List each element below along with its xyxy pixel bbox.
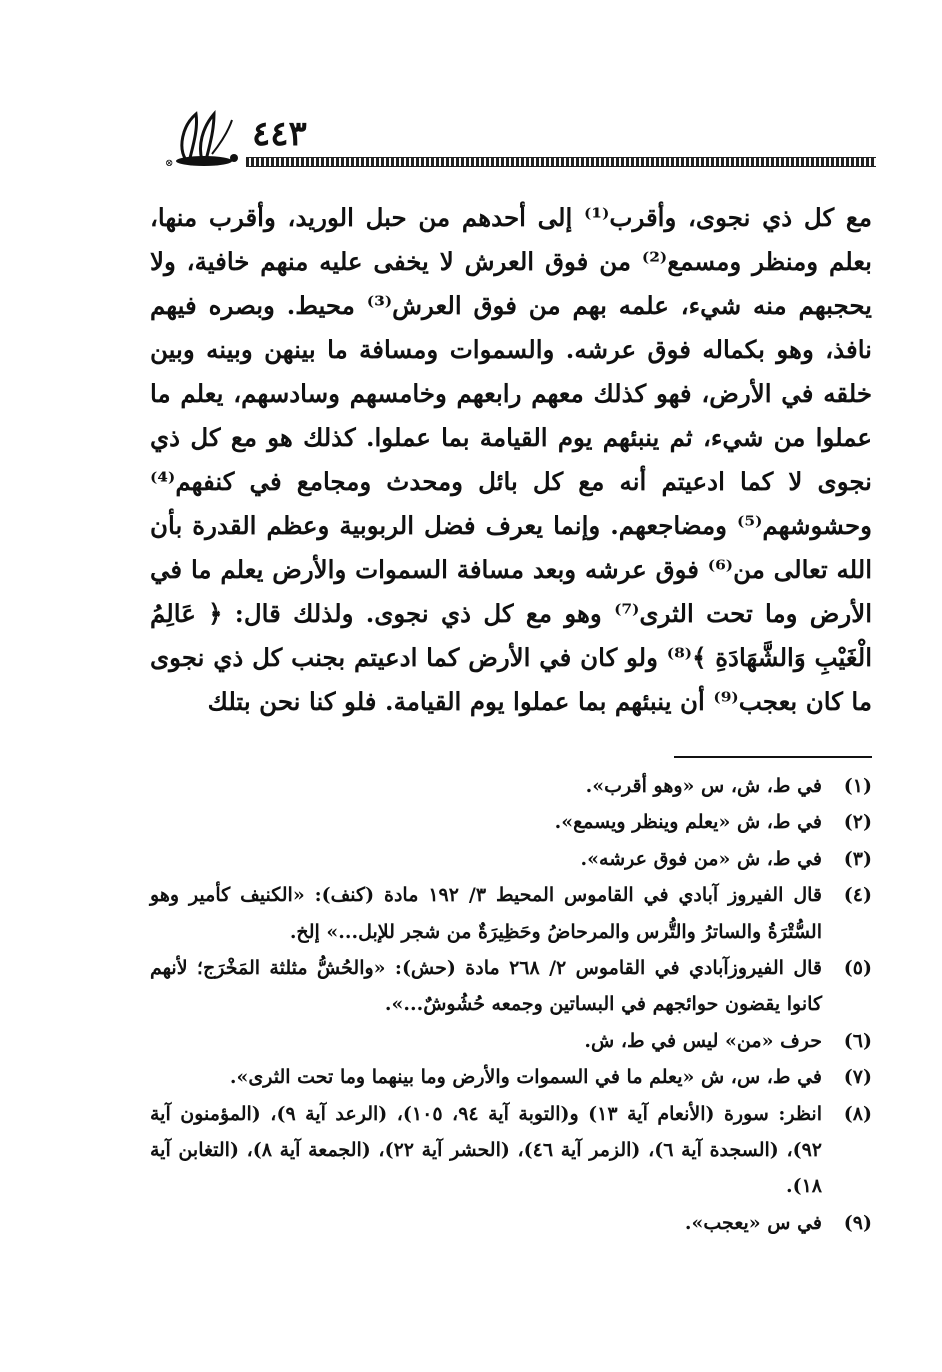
footnote-item xyxy=(150,1205,872,1241)
footnote-number: (٣) xyxy=(843,847,872,870)
footnote-item xyxy=(150,768,872,804)
footnote-item xyxy=(150,841,872,877)
footnote-number: (٩) xyxy=(843,1211,872,1234)
footnote-text: في ط، س، ش «يعلم ما في السموات والأرض وما بينهما وما تحت الثرى». xyxy=(229,1066,822,1089)
footnote-item xyxy=(150,877,872,950)
footnote-item xyxy=(150,1059,872,1095)
footnote-number: (٦) xyxy=(843,1029,872,1052)
footnote-text: في ط، ش، س «وهو أقرب». xyxy=(585,775,822,797)
footnote-text: في س «يعجب». xyxy=(684,1211,822,1234)
footnote-item xyxy=(150,950,872,1023)
footnote-text: انظر: سورة (الأنعام آية ١٣) و(التوبة آية ٩٤، ١٠٥)، (الرعد آية ٩)، (المؤمنون آية ٩٢)، (السجدة آية ٦)، (الزمر آية ٤٦)، (الحشر آية ٢٢)، (الجمعة آية ٨)، (التغابن آية ١٨). xyxy=(150,1102,823,1198)
footnote-number: (١) xyxy=(843,775,872,797)
footnote-item xyxy=(150,804,872,840)
footnote-item xyxy=(150,1023,872,1059)
footnote-text: في ط، ش «من فوق عرشه». xyxy=(580,847,822,870)
footnotes xyxy=(150,768,872,1241)
footnote-text: حرف «من» ليس في ط، ش. xyxy=(584,1029,822,1052)
main-paragraph: مع كل ذي نجوى، وأقرب⁽¹⁾ إلى أحدهم من حبل الوريد، وأقرب منها، بعلم ومنظر ومسمع⁽²⁾ من فوق العرش لا يخفى عليه منهم خافية، ولا يحجبهم منه شيء، علمه بهم من فوق العرش⁽³⁾ محيط. وبصره فيهم نافذ، وهو بكماله فوق عرشه. والسموات ومسافة ما بينهن وبينه وبين خلقه في الأرض، فهو كذلك معهم رابعهم وخامسهم وسادسهم، يعلم ما عملوا من شيء، ثم ينبئهم يوم القيامة بما عملوا. كذلك هو مع كل ذي نجوى لا كما ادعيتم أنه مع كل بائل ومحدث ومجامع في كنفهم⁽⁴⁾ وحشوشهم⁽⁵⁾ ومضاجعهم. وإنما يعرف فضل الربوبية وعظم القدرة بأن الله تعالى من⁽⁶⁾ فوق عرشه وبعد مسافة السموات والأرض يعلم ما في الأرض وما تحت الثرى⁽⁷⁾ وهو مع كل ذي نجوى. ولذلك قال: ﴿ عَالِمُ الْغَيْبِ وَالشَّهَادَةِ ﴾⁽⁸⁾ ولو كان في الأرض كما ادعيتم بجنب كل ذي نجوى ما كان بعجب⁽⁹⁾ أن ينبئهم بما عملوا يوم القيامة. فلو كنا نحن بتلك xyxy=(150,203,873,716)
footnote-number: (٧) xyxy=(843,1066,872,1089)
page-number: ٤٤٣ xyxy=(252,114,307,154)
footnote-text: في ط، ش «يعلم وينظر ويسمع». xyxy=(554,811,822,834)
footnote-text: قال الفيروزآبادي في القاموس ٢/ ٢٦٨ مادة (حش): «والحُشُّ مثلثة المَخْرَج؛ لأنهم كانوا يقضون حوائجهم في البساتين وجمعه حُشُوشٌ...». xyxy=(150,957,823,1016)
page-header xyxy=(0,0,942,175)
rule-end-mark: ⊗ xyxy=(165,158,174,169)
main-text xyxy=(150,196,872,724)
footnote-number: (٨) xyxy=(843,1102,872,1125)
quill-ornament-icon xyxy=(168,108,240,168)
footnote-separator xyxy=(674,756,872,758)
footnote-text: قال الفيروز آبادي في القاموس المحيط ٣/ ١٩٢ مادة (كنف): «الكنيف كأمير وهو السُّتْرَةُ والساترُ والتُّرس والمرحاضُ وحَظِيرَةٌ من شجر للإبل...» إلخ. xyxy=(150,884,822,943)
footnote-number: (٥) xyxy=(843,957,872,980)
footnote-number: (٤) xyxy=(843,884,872,907)
footnote-number: (٢) xyxy=(843,811,872,834)
header-rule xyxy=(246,157,876,167)
footnote-item xyxy=(150,1096,872,1205)
